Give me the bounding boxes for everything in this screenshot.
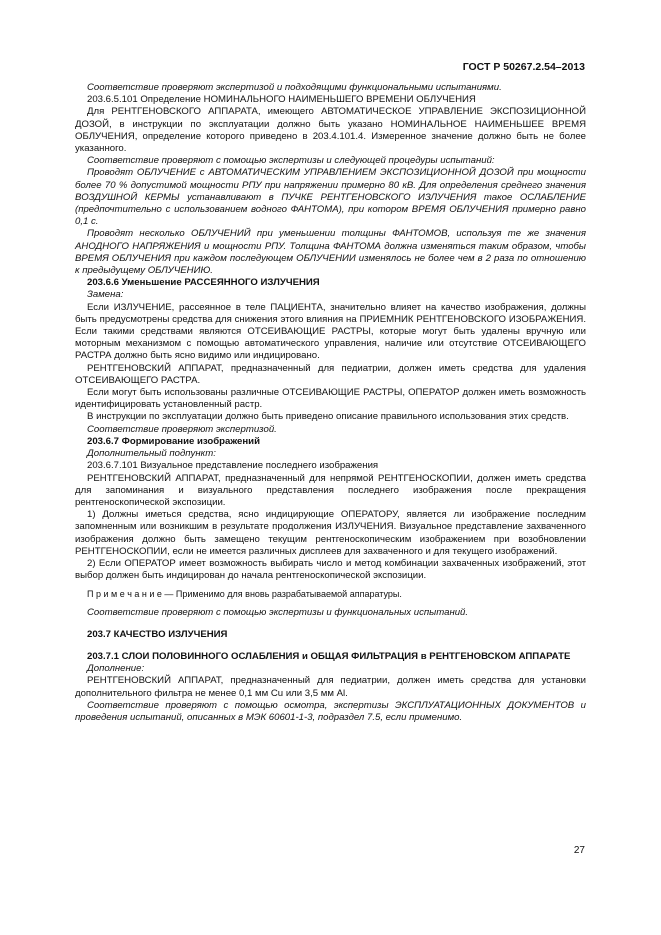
list-item-1: 1) Должны иметься средства, ясно индицирующие ОПЕРАТОРУ, является ли изображение последним запомненным или возникшим в результате продолжения ИЗЛУЧЕНИЯ. Визуальное представление захваченного изображения должно быть замещено текущим рентгеноскопическим изображением при возобновлении РЕНТГЕНОСКОПИИ, если не имеется различных дисплеев для захваченного и для текущего изображений. (75, 509, 586, 557)
page-number: 27 (573, 845, 585, 856)
paragraph-compliance-5: Соответствие проверяют с помощью осмотра, экспертизы ЭКСПЛУАТАЦИОННЫХ ДОКУМЕНТОВ и проведения испытаний, описанных в МЭК 60601-1-3, подраздел 7.5, если применимо. (75, 699, 586, 723)
paragraph-compliance-2: Соответствие проверяют с помощью экспертизы и следующей процедуры испытаний: (87, 155, 495, 167)
clause-heading-203-6-7: 203.6.7 Формирование изображений (87, 435, 260, 447)
list-item-2: 2) Если ОПЕРАТОР имеет возможность выбирать число и метод комбинации захваченных изображений, этот выбор должен быть индицирован до начала рентгеноскопической экспозиции. (75, 557, 586, 582)
paragraph-body: В инструкции по эксплуатации должно быть приведено описание правильного использования этих средств. (87, 411, 569, 423)
paragraph-compliance-4: Соответствие проверяют с помощью экспертизы и функциональных испытаний. (87, 606, 469, 618)
paragraph-body: Если ИЗЛУЧЕНИЕ, рассеянное в теле ПАЦИЕНТА, значительно влияет на качество изображения, должны быть предусмотрены средства для снижения этого влияния на ПРИЕМНИК РЕНТГЕНОВСКОГО ИЗОБРАЖЕНИЯ. Если такими средствами являются ОТСЕИВАЮЩИЕ РАСТРЫ, которые могут быть удалены вручную или моторным механизмом с помощью автоматического управления, наличие или отсутствие ОТСЕИВАЮЩЕГО РАСТРА должно быть ясно видимо или индицировано. (75, 301, 586, 362)
clause-heading-203-7: 203.7 КАЧЕСТВО ИЗЛУЧЕНИЯ (87, 628, 228, 640)
paragraph-addition-label: Дополнение: (87, 663, 145, 675)
note: П р и м е ч а н и е — Применимо для вновь разрабатываемой аппаратуры. (87, 589, 402, 600)
paragraph-compliance-3: Соответствие проверяют экспертизой. (87, 423, 277, 435)
document-header: ГОСТ Р 50267.2.54–2013 (462, 61, 585, 73)
clause-heading-203-7-1: 203.7.1 СЛОИ ПОЛОВИННОГО ОСЛАБЛЕНИЯ и ОБЩАЯ ФИЛЬТРАЦИЯ в РЕНТГЕНОВСКОМ АППАРАТЕ (87, 650, 571, 662)
paragraph-test-procedure-1: Проводят ОБЛУЧЕНИЕ с АВТОМАТИЧЕСКИМ УПРАВЛЕНИЕМ ЭКСПОЗИЦИОННОЙ ДОЗОЙ при мощности более 70 % допустимой мощности РПУ при напряжении примерно 80 кВ. Для определения среднего значения ВОЗДУШНОЙ КЕРМЫ устанавливают в ПУЧКЕ РЕНТГЕНОВСКОГО ИЗЛУЧЕНИЯ такое ОСЛАБЛЕНИЕ (предпочтительно с использованием водного ФАНТОМА), при котором ВРЕМЯ ОБЛУЧЕНИЯ примерно равно 0,1 с. (75, 167, 586, 228)
paragraph-body: Для РЕНТГЕНОВСКОГО АППАРАТА, имеющего АВТОМАТИЧЕСКОЕ УПРАВЛЕНИЕ ЭКСПОЗИЦИОННОЙ ДОЗОЙ, в инструкции по эксплуатации должно быть указано НОМИНАЛЬНОЕ НАИМЕНЬШЕЕ ВРЕМЯ ОБЛУЧЕНИЯ, определение которого приведено в 203.4.101.4. Измеренное значение должно быть не более указанного. (75, 106, 586, 155)
paragraph-body: РЕНТГЕНОВСКИЙ АППАРАТ, предназначенный для непрямой РЕНТГЕНОСКОПИИ, должен иметь средства для запоминания и визуального представления последнего изображения после прекращения рентгеноскопической экспозиции. (75, 472, 586, 508)
paragraph-compliance-1: Соответствие проверяют экспертизой и подходящими функциональными испытаниями. (87, 82, 502, 93)
paragraph-replacement-label: Замена: (87, 289, 124, 301)
paragraph-body: РЕНТГЕНОВСКИЙ АППАРАТ, предназначенный для педиатрии, должен иметь средства для установки дополнительного фильтра не менее 0,1 мм Cu или 3,5 мм Al. (75, 675, 586, 699)
clause-heading-203-6-5-101: 203.6.5.101 Определение НОМИНАЛЬНОГО НАИМЕНЬШЕГО ВРЕМЕНИ ОБЛУЧЕНИЯ (87, 94, 476, 106)
document-body (75, 82, 586, 724)
paragraph-body: РЕНТГЕНОВСКИЙ АППАРАТ, предназначенный для педиатрии, должен иметь средства для удаления ОТСЕИВАЮЩЕГО РАСТРА. (75, 362, 586, 386)
paragraph-body: Если могут быть использованы различные ОТСЕИВАЮЩИЕ РАСТРЫ, ОПЕРАТОР должен иметь возможность идентифицировать установленный растр. (75, 387, 586, 411)
paragraph-test-procedure-2: Проводят несколько ОБЛУЧЕНИЙ при уменьшении толщины ФАНТОМОВ, используя те же значения АНОДНОГО НАПРЯЖЕНИЯ и мощности РПУ. Толщина ФАНТОМА должна изменяться таким образом, чтобы ВРЕМЯ ОБЛУЧЕНИЯ при каждом последующем ОБЛУЧЕНИИ изменялось не более чем в 2 раза по отношению к предыдущему ОБЛУЧЕНИЮ. (75, 228, 586, 277)
paragraph-addition-label: Дополнительный подпункт: (87, 448, 216, 460)
clause-heading-203-6-6: 203.6.6 Уменьшение РАССЕЯННОГО ИЗЛУЧЕНИЯ (87, 277, 320, 289)
clause-heading-203-6-7-101: 203.6.7.101 Визуальное представление последнего изображения (87, 460, 379, 472)
